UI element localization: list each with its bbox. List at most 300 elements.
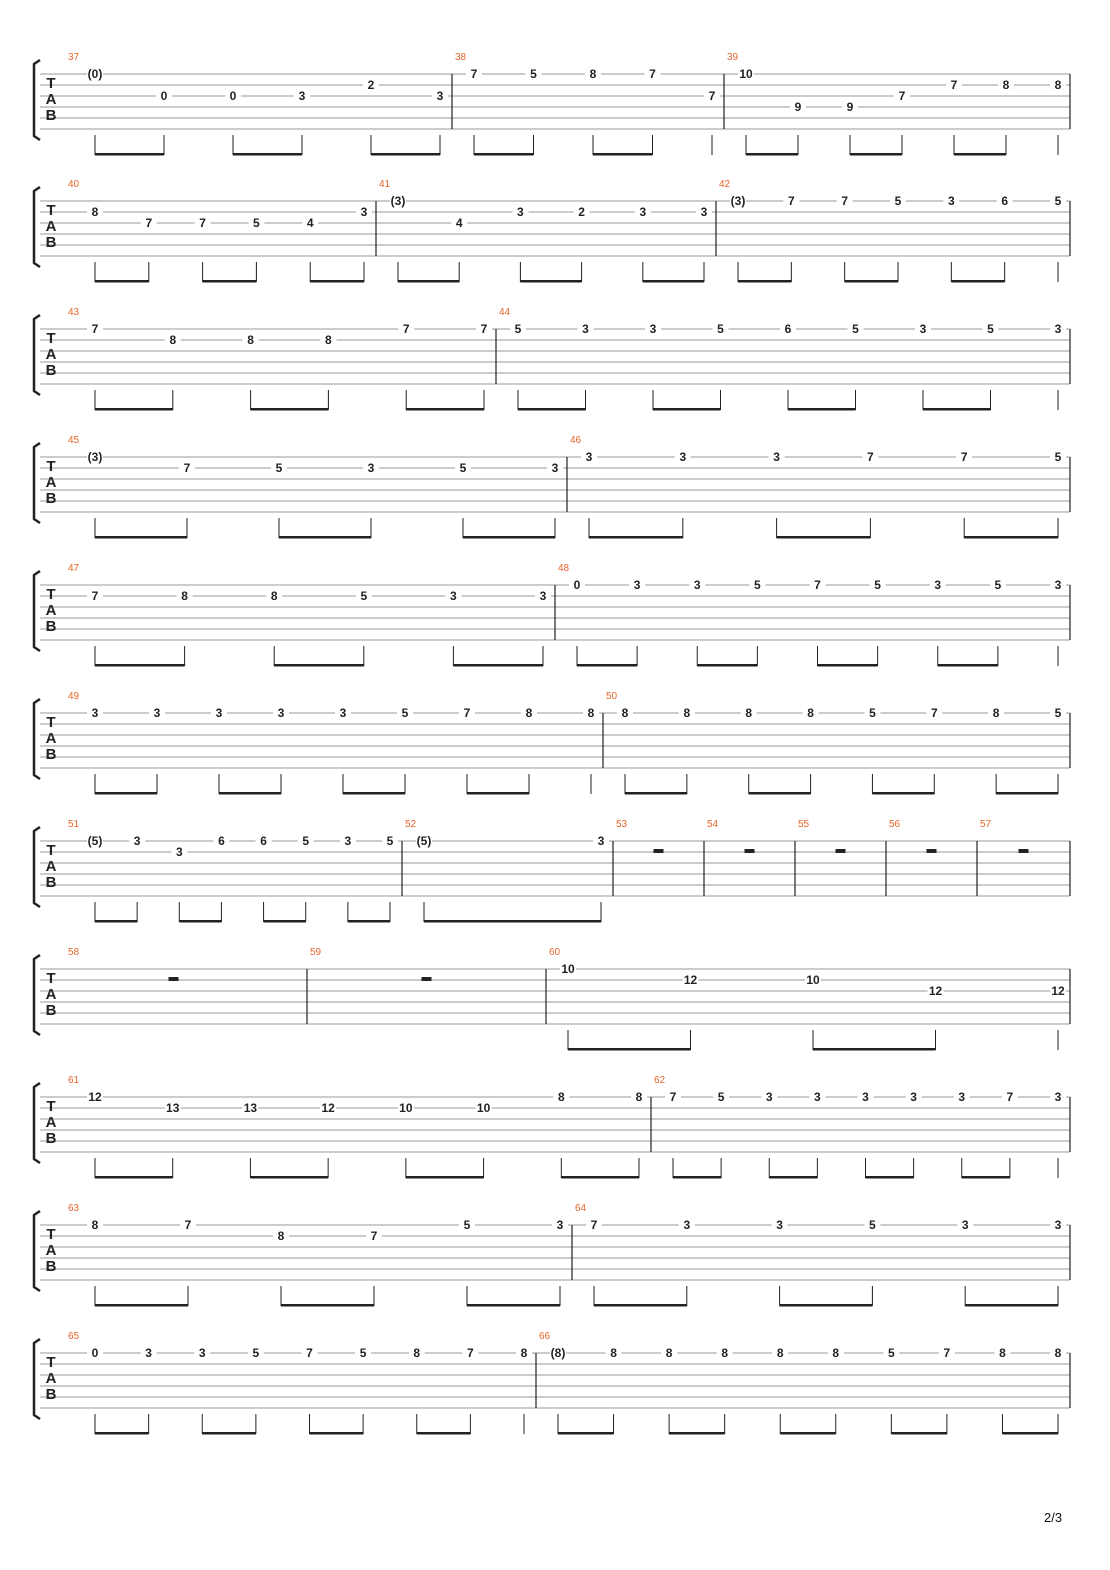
- fret-number: 7: [402, 322, 410, 336]
- measure-number: 65: [68, 1331, 80, 1342]
- tab-clef-letter: B: [45, 234, 57, 251]
- fret-number: 8: [832, 1346, 840, 1360]
- fret-number: 3: [175, 845, 183, 859]
- fret-number: 8: [721, 1346, 729, 1360]
- fret-number: 5: [359, 1346, 367, 1360]
- fret-number: 7: [649, 67, 656, 81]
- fret-number: 7: [91, 322, 99, 336]
- fret-number: 3: [679, 450, 687, 464]
- fret-number: 5: [869, 1218, 876, 1232]
- note-beam: [593, 153, 653, 156]
- tab-system: [34, 819, 1070, 923]
- system-bracket: [34, 443, 40, 523]
- note-beam: [738, 280, 791, 283]
- fret-number: 8: [992, 706, 1000, 720]
- system-bracket: [34, 827, 40, 907]
- note-beam: [233, 153, 302, 156]
- fret-number: 12: [928, 984, 943, 998]
- fret-number: 7: [463, 706, 471, 720]
- note-beam: [348, 920, 390, 923]
- whole-rest: [745, 849, 755, 853]
- fret-number: 3: [450, 589, 457, 603]
- measure: [707, 819, 755, 853]
- fret-number: 7: [943, 1346, 951, 1360]
- system-bracket: [34, 187, 40, 267]
- fret-number: 8: [277, 1229, 285, 1243]
- measure-number: 39: [727, 52, 739, 63]
- system-bracket: [34, 571, 40, 651]
- fret-number: 0: [91, 1346, 99, 1360]
- measure: [570, 435, 1066, 539]
- fret-number: 10: [476, 1101, 491, 1115]
- fret-number: 3: [947, 194, 955, 208]
- fret-number: 7: [814, 578, 821, 592]
- measure-number: 62: [654, 1075, 666, 1086]
- fret-number: 5: [994, 578, 1002, 592]
- measure: [68, 1203, 568, 1307]
- note-beam: [777, 536, 871, 539]
- fret-number: 5: [302, 834, 310, 848]
- note-beam: [467, 792, 529, 795]
- fret-number: 8: [587, 706, 595, 720]
- note-beam: [424, 920, 601, 923]
- fret-number: 5: [717, 322, 724, 336]
- fret-number: 8: [665, 1346, 673, 1360]
- measure: [68, 1331, 532, 1435]
- note-beam: [251, 408, 329, 411]
- measure: [68, 819, 398, 923]
- tab-clef-letter: B: [45, 746, 57, 763]
- fret-number: 10: [399, 1101, 413, 1115]
- measure: [379, 179, 712, 283]
- fret-number: (5): [416, 834, 432, 848]
- fret-number: 6: [218, 834, 225, 848]
- measure: [405, 819, 609, 923]
- measure-number: 50: [606, 691, 618, 702]
- note-beam: [518, 408, 586, 411]
- system-bracket: [34, 1211, 40, 1291]
- fret-number: 3: [585, 450, 593, 464]
- fret-number: 12: [1051, 984, 1065, 998]
- fret-number: 3: [683, 1218, 691, 1232]
- fret-number: 7: [950, 78, 958, 92]
- note-beam: [965, 1304, 1058, 1307]
- fret-number: 8: [1002, 78, 1010, 92]
- fret-number: 5: [275, 461, 283, 475]
- note-beam: [669, 1432, 725, 1435]
- note-beam: [643, 280, 704, 283]
- measure-number: 38: [455, 52, 467, 63]
- fret-number: 4: [306, 216, 314, 230]
- fret-number: 5: [253, 216, 260, 230]
- fret-number: 3: [1054, 322, 1062, 336]
- fret-number: 8: [635, 1090, 643, 1104]
- fret-number: 3: [862, 1090, 869, 1104]
- note-beam: [780, 1304, 873, 1307]
- measure: [980, 819, 1029, 853]
- system-bracket: [34, 699, 40, 779]
- fret-number: 8: [999, 1346, 1006, 1360]
- fret-number: 5: [1054, 194, 1062, 208]
- fret-number: 3: [639, 205, 647, 219]
- fret-number: 8: [1054, 78, 1062, 92]
- measure-number: 52: [405, 819, 417, 830]
- fret-number: 8: [270, 589, 278, 603]
- note-beam: [95, 1176, 173, 1179]
- fret-number: 8: [325, 333, 332, 347]
- note-beam: [558, 1432, 614, 1435]
- whole-rest: [836, 849, 846, 853]
- fret-number: 3: [910, 1090, 917, 1104]
- fret-number: 3: [765, 1090, 773, 1104]
- measure-number: 47: [68, 563, 80, 574]
- fret-number: 3: [1054, 1218, 1062, 1232]
- tab-clef-letter: A: [45, 1370, 57, 1387]
- tab-clef-letter: B: [45, 1130, 57, 1147]
- tab-clef-letter: T: [46, 586, 56, 603]
- measure: [727, 52, 1066, 156]
- note-beam: [95, 408, 173, 411]
- measure-number: 42: [719, 179, 731, 190]
- tab-clef-letter: T: [46, 330, 56, 347]
- note-beam: [453, 664, 543, 667]
- note-beam: [95, 1304, 188, 1307]
- fret-number: 5: [869, 706, 876, 720]
- note-beam: [866, 1176, 914, 1179]
- fret-number: 3: [339, 706, 347, 720]
- note-beam: [520, 280, 581, 283]
- measure-number: 63: [68, 1203, 80, 1214]
- tab-clef-letter: T: [46, 1354, 56, 1371]
- note-beam: [274, 664, 364, 667]
- fret-number: 9: [794, 100, 802, 114]
- measure-number: 59: [310, 947, 322, 958]
- note-beam: [203, 280, 257, 283]
- fret-number: 3: [198, 1346, 206, 1360]
- fret-number: 6: [784, 322, 792, 336]
- fret-number: 2: [367, 78, 375, 92]
- note-beam: [697, 664, 757, 667]
- note-beam: [264, 920, 306, 923]
- tab-clef-letter: T: [46, 1226, 56, 1243]
- fret-number: 7: [91, 589, 99, 603]
- note-beam: [845, 280, 898, 283]
- measure-number: 55: [798, 819, 810, 830]
- fret-number: 0: [229, 89, 237, 103]
- tab-clef-letter: T: [46, 202, 56, 219]
- measure: [719, 179, 1066, 283]
- tab-clef-letter: B: [45, 107, 57, 124]
- fret-number: 5: [360, 589, 368, 603]
- note-beam: [746, 153, 798, 156]
- page-number: 2/3: [1044, 1510, 1063, 1525]
- tab-clef-letter: A: [45, 91, 57, 108]
- fret-number: 5: [887, 1346, 895, 1360]
- measure-number: 46: [570, 435, 582, 446]
- fret-number: 5: [852, 322, 859, 336]
- fret-number: 7: [708, 89, 716, 103]
- fret-number: 13: [243, 1101, 258, 1115]
- tab-clef-letter: B: [45, 1002, 57, 1019]
- measure: [68, 1075, 647, 1179]
- note-beam: [891, 1432, 947, 1435]
- fret-number: 3: [436, 89, 444, 103]
- measure-number: 64: [575, 1203, 587, 1214]
- note-beam: [463, 536, 555, 539]
- note-beam: [769, 1176, 817, 1179]
- note-beam: [406, 1176, 484, 1179]
- fret-number: 8: [413, 1346, 421, 1360]
- note-beam: [406, 408, 484, 411]
- fret-number: 3: [597, 834, 605, 848]
- system-bracket: [34, 1339, 40, 1419]
- fret-number: 3: [919, 322, 927, 336]
- note-beam: [780, 1432, 836, 1435]
- tab-clef-letter: T: [46, 458, 56, 475]
- note-beam: [310, 280, 364, 283]
- tab-clef-letter: A: [45, 986, 57, 1003]
- fret-number: (3): [87, 450, 103, 464]
- fret-number: 13: [166, 1101, 180, 1115]
- fret-number: 7: [898, 89, 906, 103]
- fret-number: 3: [556, 1218, 564, 1232]
- note-beam: [95, 536, 187, 539]
- fret-number: 7: [787, 194, 795, 208]
- measure: [68, 307, 492, 411]
- fret-number: 5: [401, 706, 409, 720]
- tab-clef-letter: B: [45, 618, 57, 635]
- measure: [539, 1331, 1066, 1435]
- note-beam: [95, 664, 185, 667]
- fret-number: 7: [669, 1090, 677, 1104]
- tab-system: [34, 307, 1070, 411]
- measure-number: 49: [68, 691, 80, 702]
- note-beam: [962, 1176, 1010, 1179]
- tab-clef-letter: A: [45, 346, 57, 363]
- fret-number: 8: [776, 1346, 784, 1360]
- system-bracket: [34, 60, 40, 140]
- whole-rest: [422, 977, 432, 981]
- system-bracket: [34, 315, 40, 395]
- fret-number: 3: [367, 461, 375, 475]
- fret-number: 3: [215, 706, 223, 720]
- fret-number: 3: [776, 1218, 783, 1232]
- tab-clef-letter: A: [45, 602, 57, 619]
- fret-number: 3: [934, 578, 942, 592]
- tab-system: [34, 435, 1070, 539]
- note-beam: [568, 1048, 691, 1051]
- tab-clef-letter: B: [45, 362, 57, 379]
- fret-number: 5: [459, 461, 467, 475]
- note-beam: [95, 280, 149, 283]
- fret-number: 7: [480, 322, 488, 336]
- measure: [654, 1075, 1066, 1179]
- note-beam: [1002, 1432, 1058, 1435]
- tab-clef-letter: A: [45, 218, 57, 235]
- fret-number: 8: [247, 333, 254, 347]
- tab-clef-letter: T: [46, 714, 56, 731]
- fret-number: 3: [277, 706, 285, 720]
- fret-number: 7: [841, 194, 849, 208]
- fret-number: 3: [773, 450, 780, 464]
- fret-number: 8: [169, 333, 177, 347]
- fret-number: 12: [321, 1101, 335, 1115]
- note-beam: [872, 792, 934, 795]
- fret-number: 3: [1054, 1090, 1062, 1104]
- fret-number: 7: [867, 450, 874, 464]
- fret-number: 3: [539, 589, 547, 603]
- note-beam: [219, 792, 281, 795]
- measure-number: 48: [558, 563, 570, 574]
- measure: [798, 819, 846, 853]
- fret-number: 3: [633, 578, 641, 592]
- measure-number: 66: [539, 1331, 551, 1342]
- measure-number: 45: [68, 435, 80, 446]
- tab-clef-letter: A: [45, 474, 57, 491]
- measure: [558, 563, 1066, 667]
- measure-number: 53: [616, 819, 628, 830]
- fret-number: 3: [517, 205, 524, 219]
- note-beam: [279, 536, 371, 539]
- measure: [499, 307, 1066, 411]
- tab-system: [34, 563, 1070, 667]
- fret-number: 3: [360, 205, 368, 219]
- tab-system: [34, 1331, 1070, 1435]
- tab-system: [34, 179, 1070, 283]
- tab-clef-letter: B: [45, 1258, 57, 1275]
- measure: [889, 819, 937, 853]
- tab-clef-letter: T: [46, 75, 56, 92]
- system-bracket: [34, 955, 40, 1035]
- fret-number: 8: [589, 67, 597, 81]
- fret-number: 5: [530, 67, 537, 81]
- note-beam: [673, 1176, 721, 1179]
- tab-clef-letter: B: [45, 1386, 57, 1403]
- measure: [68, 691, 599, 795]
- note-beam: [343, 792, 405, 795]
- fret-number: 7: [470, 67, 478, 81]
- fret-number: 5: [754, 578, 761, 592]
- fret-number: 5: [717, 1090, 725, 1104]
- measure-number: 41: [379, 179, 391, 190]
- measure: [68, 435, 563, 539]
- note-beam: [850, 153, 902, 156]
- fret-number: 3: [693, 578, 701, 592]
- note-beam: [417, 1432, 471, 1435]
- tab-clef-letter: T: [46, 970, 56, 987]
- measure: [549, 947, 1066, 1051]
- fret-number: 7: [930, 706, 938, 720]
- measure-number: 61: [68, 1075, 80, 1086]
- fret-number: 3: [298, 89, 306, 103]
- tab-system: [34, 947, 1070, 1051]
- note-beam: [371, 153, 440, 156]
- fret-number: 8: [621, 706, 629, 720]
- note-beam: [95, 153, 164, 156]
- tab-system: [34, 52, 1070, 156]
- fret-number: 7: [590, 1218, 598, 1232]
- fret-number: 8: [557, 1090, 565, 1104]
- fret-number: 0: [573, 578, 581, 592]
- measure-number: 51: [68, 819, 80, 830]
- note-beam: [625, 792, 687, 795]
- measure-number: 40: [68, 179, 80, 190]
- fret-number: 3: [958, 1090, 966, 1104]
- fret-number: 0: [160, 89, 168, 103]
- fret-number: 3: [1054, 578, 1062, 592]
- note-beam: [577, 664, 637, 667]
- tab-system: [34, 691, 1070, 795]
- tab-clef-letter: A: [45, 1242, 57, 1259]
- fret-number: 3: [133, 834, 141, 848]
- fret-number: 3: [814, 1090, 821, 1104]
- tab-clef-letter: T: [46, 1098, 56, 1115]
- fret-number: 5: [894, 194, 902, 208]
- fret-number: (0): [87, 67, 103, 81]
- fret-number: 2: [578, 205, 585, 219]
- fret-number: 5: [252, 1346, 260, 1360]
- note-beam: [996, 792, 1058, 795]
- note-beam: [281, 1304, 374, 1307]
- fret-number: (8): [550, 1346, 566, 1360]
- fret-number: 12: [683, 973, 698, 987]
- fret-number: 8: [181, 589, 188, 603]
- note-beam: [954, 153, 1006, 156]
- tab-system: [34, 1075, 1070, 1179]
- fret-number: 8: [1054, 1346, 1062, 1360]
- fret-number: 3: [145, 1346, 152, 1360]
- fret-number: 8: [610, 1346, 617, 1360]
- fret-number: 7: [199, 216, 206, 230]
- fret-number: 5: [386, 834, 394, 848]
- note-beam: [467, 1304, 560, 1307]
- fret-number: 8: [745, 706, 753, 720]
- fret-number: 7: [184, 1218, 192, 1232]
- note-beam: [594, 1304, 687, 1307]
- fret-number: 3: [582, 322, 589, 336]
- measure-number: 58: [68, 947, 80, 958]
- fret-number: 7: [370, 1229, 378, 1243]
- note-beam: [951, 280, 1004, 283]
- note-beam: [202, 1432, 256, 1435]
- whole-rest: [654, 849, 664, 853]
- fret-number: 6: [1001, 194, 1009, 208]
- fret-number: 5: [874, 578, 881, 592]
- fret-number: 12: [88, 1090, 102, 1104]
- measure: [575, 1203, 1066, 1307]
- fret-number: 3: [551, 461, 559, 475]
- measure-number: 57: [980, 819, 992, 830]
- fret-number: 5: [463, 1218, 471, 1232]
- note-beam: [310, 1432, 364, 1435]
- fret-number: 7: [960, 450, 968, 464]
- fret-number: 7: [467, 1346, 474, 1360]
- note-beam: [95, 920, 137, 923]
- note-beam: [964, 536, 1058, 539]
- fret-number: 3: [649, 322, 657, 336]
- measure-number: 43: [68, 307, 80, 318]
- note-beam: [561, 1176, 639, 1179]
- system-bracket: [34, 1083, 40, 1163]
- fret-number: 10: [561, 962, 575, 976]
- fret-number: 5: [1054, 450, 1062, 464]
- tab-clef-letter: A: [45, 858, 57, 875]
- measure: [616, 819, 664, 853]
- measure-number: 60: [549, 947, 561, 958]
- note-beam: [923, 408, 991, 411]
- fret-number: 7: [1006, 1090, 1014, 1104]
- fret-number: 7: [145, 216, 153, 230]
